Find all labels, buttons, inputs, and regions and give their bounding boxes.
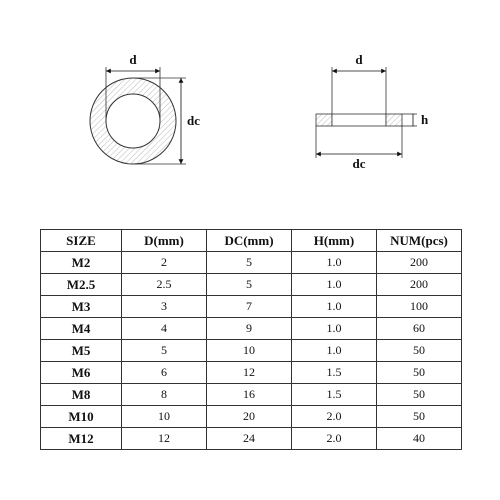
num-cell: 60 bbox=[377, 318, 462, 340]
dc-cell: 24 bbox=[207, 428, 292, 450]
dc-cell: 12 bbox=[207, 362, 292, 384]
d-cell: 2 bbox=[122, 252, 207, 274]
h-cell: 1.5 bbox=[292, 384, 377, 406]
d-cell: 8 bbox=[122, 384, 207, 406]
top-d-label: d bbox=[129, 52, 137, 67]
table-row bbox=[41, 274, 462, 296]
dc-cell: 9 bbox=[207, 318, 292, 340]
header-dc: DC(mm) bbox=[207, 230, 292, 252]
h-cell: 1.0 bbox=[292, 340, 377, 362]
size-cell: M4 bbox=[41, 318, 122, 340]
size-cell: M6 bbox=[41, 362, 122, 384]
h-cell: 2.0 bbox=[292, 428, 377, 450]
size-cell: M2.5 bbox=[41, 274, 122, 296]
table-row bbox=[41, 428, 462, 450]
side-dc-label: dc bbox=[352, 156, 366, 171]
table-row bbox=[41, 406, 462, 428]
washer-ring bbox=[90, 78, 176, 164]
h-cell: 1.5 bbox=[292, 362, 377, 384]
top-dc-label: dc bbox=[187, 113, 200, 128]
d-cell: 6 bbox=[122, 362, 207, 384]
num-cell: 100 bbox=[377, 296, 462, 318]
num-cell: 50 bbox=[377, 406, 462, 428]
d-cell: 12 bbox=[122, 428, 207, 450]
h-cell: 1.0 bbox=[292, 296, 377, 318]
h-cell: 1.0 bbox=[292, 274, 377, 296]
table-row bbox=[41, 340, 462, 362]
d-cell: 5 bbox=[122, 340, 207, 362]
num-cell: 40 bbox=[377, 428, 462, 450]
washer-section-hole bbox=[332, 114, 386, 126]
top-view bbox=[90, 52, 200, 164]
d-cell: 4 bbox=[122, 318, 207, 340]
header-num: NUM(pcs) bbox=[377, 230, 462, 252]
h-cell: 1.0 bbox=[292, 318, 377, 340]
num-cell: 50 bbox=[377, 340, 462, 362]
d-cell: 2.5 bbox=[122, 274, 207, 296]
washer-section-right bbox=[386, 114, 402, 126]
header-h: H(mm) bbox=[292, 230, 377, 252]
size-cell: M3 bbox=[41, 296, 122, 318]
washer-diagram bbox=[0, 0, 500, 215]
d-cell: 10 bbox=[122, 406, 207, 428]
size-cell: M5 bbox=[41, 340, 122, 362]
washer-size-table bbox=[40, 229, 462, 450]
washer-section-left bbox=[316, 114, 332, 126]
table-header-row bbox=[41, 230, 462, 252]
table-row bbox=[41, 384, 462, 406]
dc-cell: 20 bbox=[207, 406, 292, 428]
side-d-label: d bbox=[355, 52, 363, 67]
table-row bbox=[41, 296, 462, 318]
header-size: SIZE bbox=[41, 230, 122, 252]
d-cell: 3 bbox=[122, 296, 207, 318]
side-h-label: h bbox=[421, 112, 429, 127]
num-cell: 50 bbox=[377, 362, 462, 384]
num-cell: 50 bbox=[377, 384, 462, 406]
side-view bbox=[316, 52, 429, 171]
dc-cell: 5 bbox=[207, 274, 292, 296]
num-cell: 200 bbox=[377, 274, 462, 296]
table-row bbox=[41, 252, 462, 274]
dc-cell: 7 bbox=[207, 296, 292, 318]
num-cell: 200 bbox=[377, 252, 462, 274]
h-cell: 1.0 bbox=[292, 252, 377, 274]
header-d: D(mm) bbox=[122, 230, 207, 252]
size-cell: M8 bbox=[41, 384, 122, 406]
size-cell: M10 bbox=[41, 406, 122, 428]
dc-cell: 5 bbox=[207, 252, 292, 274]
dc-cell: 10 bbox=[207, 340, 292, 362]
table-row bbox=[41, 318, 462, 340]
h-cell: 2.0 bbox=[292, 406, 377, 428]
size-cell: M12 bbox=[41, 428, 122, 450]
table-row bbox=[41, 362, 462, 384]
size-cell: M2 bbox=[41, 252, 122, 274]
dc-cell: 16 bbox=[207, 384, 292, 406]
